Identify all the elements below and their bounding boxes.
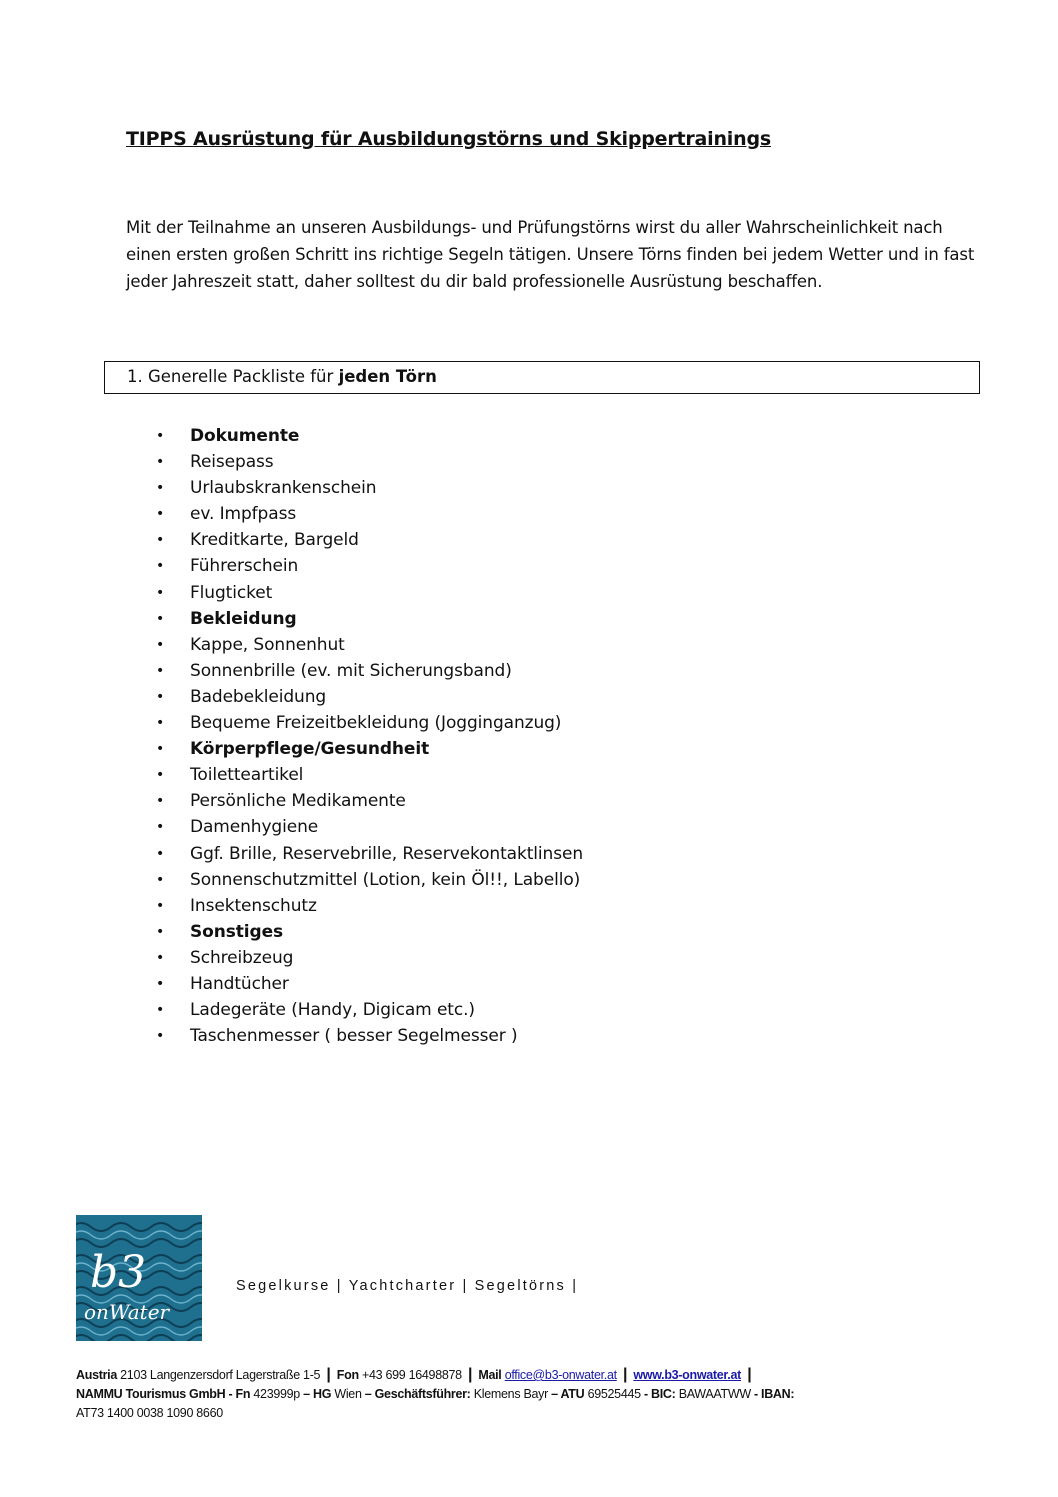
list-category	[156, 736, 583, 762]
footer-web-link[interactable]: www.b3-onwater.at	[633, 1368, 741, 1382]
bullet-icon: •	[156, 688, 165, 705]
list-item-text: Persönliche Medikamente	[190, 791, 406, 812]
footer-mail-label: Mail	[478, 1368, 502, 1382]
intro-paragraph	[126, 214, 976, 295]
footer-hg-value: Wien	[334, 1387, 362, 1401]
list-item-text: Ggf. Brille, Reservebrille, Reservekontaktlinsen	[190, 843, 584, 864]
list-item	[156, 684, 583, 710]
list-item-text: Reisepass	[190, 452, 274, 473]
bullet-icon: •	[156, 454, 165, 471]
list-item-text: Schreibzeug	[190, 947, 294, 968]
bullet-icon: •	[156, 558, 165, 575]
list-item	[156, 1023, 583, 1049]
list-item	[156, 580, 583, 606]
footer-atu-value: 69525445	[587, 1387, 641, 1401]
logo-brand-bottom: onWater	[84, 1300, 170, 1324]
bullet-icon: •	[156, 871, 165, 888]
list-item-text: Flugticket	[190, 582, 273, 603]
footer-country: Austria	[76, 1368, 117, 1382]
bullet-icon: •	[156, 923, 165, 940]
intro-line: jeder Jahreszeit statt, daher solltest du dir bald professionelle Ausrüstung beschaffen.	[126, 272, 823, 291]
footer-fon-value: +43 699 16498878	[361, 1368, 462, 1382]
list-item	[156, 762, 583, 788]
footer-fon-label: Fon	[336, 1368, 359, 1382]
list-item	[156, 475, 583, 501]
footer-gf-value: Klemens Bayr	[473, 1387, 548, 1401]
list-item	[156, 632, 583, 658]
footer-separator: |	[622, 1366, 628, 1383]
section-title-bold: jeden Törn	[338, 367, 437, 386]
bullet-icon: •	[156, 975, 165, 992]
footer-iban-label: - IBAN:	[754, 1387, 795, 1401]
footer	[76, 1365, 976, 1423]
intro-line: Mit der Teilnahme an unseren Ausbildungs- und Prüfungstörns wirst du aller Wahrscheinlichkeit nach	[126, 218, 943, 237]
list-item-text: Bekleidung	[190, 608, 297, 629]
list-item-text: Sonnenbrille (ev. mit Sicherungsband)	[190, 660, 512, 681]
list-category	[156, 606, 583, 632]
bullet-icon: •	[156, 662, 165, 679]
intro-line: einen ersten großen Schritt ins richtige Segeln tätigen. Unsere Törns finden bei jedem Wetter und in fast	[126, 245, 975, 264]
bullet-icon: •	[156, 506, 165, 523]
page-title: TIPPS Ausrüstung für Ausbildungstörns und Skippertrainings	[126, 128, 771, 150]
section-title-prefix: 1. Generelle Packliste für	[127, 367, 334, 386]
bullet-icon: •	[156, 897, 165, 914]
list-item-text: Damenhygiene	[190, 817, 319, 838]
b3-onwater-logo	[76, 1215, 202, 1341]
bullet-icon: •	[156, 845, 165, 862]
footer-mail-link[interactable]: office@b3-onwater.at	[504, 1368, 617, 1382]
list-item-text: Sonstiges	[190, 921, 284, 942]
list-item	[156, 449, 583, 475]
bullet-icon: •	[156, 480, 165, 497]
footer-separator: |	[747, 1366, 752, 1383]
footer-fn-value: 423999p	[253, 1387, 300, 1401]
list-item	[156, 997, 583, 1023]
list-item	[156, 841, 583, 867]
list-item-text: Kappe, Sonnenhut	[190, 634, 345, 655]
list-item	[156, 788, 583, 814]
bullet-icon: •	[156, 428, 165, 444]
footer-line-2	[76, 1385, 976, 1404]
bullet-icon: •	[156, 1002, 165, 1019]
list-item	[156, 814, 583, 840]
bullet-icon: •	[156, 532, 165, 549]
footer-hg-label: – HG	[303, 1387, 332, 1401]
bullet-icon: •	[156, 819, 165, 836]
bullet-icon: •	[156, 793, 165, 810]
packing-list	[156, 423, 583, 1049]
footer-separator: |	[468, 1366, 473, 1383]
list-item	[156, 553, 583, 579]
footer-address: 2103 Langenzersdorf Lagerstraße 1-5	[120, 1368, 321, 1382]
wave-pattern-icon	[76, 1215, 202, 1341]
list-item-text: Toiletteartikel	[190, 765, 304, 786]
bullet-icon: •	[156, 610, 165, 627]
footer-line-3	[76, 1404, 976, 1423]
bullet-icon: •	[156, 949, 165, 966]
bullet-icon: •	[156, 1028, 165, 1045]
list-item-text: Sonnenschutzmittel (Lotion, kein Öl!!, Labello)	[190, 869, 581, 890]
list-item-text: Handtücher	[190, 973, 289, 994]
list-item-text: Insektenschutz	[190, 895, 317, 916]
footer-bic-label: - BIC:	[643, 1387, 676, 1401]
list-item	[156, 867, 583, 893]
list-item	[156, 945, 583, 971]
list-item-text: Kreditkarte, Bargeld	[190, 530, 359, 551]
list-item-text: Dokumente	[190, 426, 300, 446]
list-item-text: Badebekleidung	[190, 686, 327, 707]
list-item-text: Ladegeräte (Handy, Digicam etc.)	[190, 1000, 475, 1021]
list-item-text: Körperpflege/Gesundheit	[190, 739, 430, 760]
list-item	[156, 658, 583, 684]
list-item	[156, 501, 583, 527]
footer-gf-label: – Geschäftsführer:	[364, 1387, 471, 1401]
list-item-text: Taschenmesser ( besser Segelmesser )	[190, 1026, 518, 1047]
list-category	[156, 423, 583, 449]
footer-atu-label: – ATU	[551, 1387, 585, 1401]
bullet-icon: •	[156, 715, 165, 732]
footer-iban-value: AT73 1400 0038 1090 8660	[76, 1406, 223, 1420]
footer-separator: |	[326, 1366, 331, 1383]
footer-line-1	[76, 1365, 976, 1385]
list-item	[156, 971, 583, 997]
footer-company: NAMMU Tourismus GmbH - Fn	[76, 1387, 251, 1401]
list-category	[156, 919, 583, 945]
section-title	[127, 367, 437, 386]
bullet-icon: •	[156, 767, 165, 784]
list-item-text: Führerschein	[190, 556, 299, 577]
section-header-box	[104, 361, 980, 394]
list-item-text: ev. Impfpass	[190, 504, 297, 525]
bullet-icon: •	[156, 636, 165, 653]
list-item-text: Urlaubskrankenschein	[190, 478, 377, 499]
list-item-text: Bequeme Freizeitbekleidung (Jogginganzug)	[190, 713, 562, 734]
footer-bic-value: BAWAATWW	[678, 1387, 751, 1401]
bullet-icon: •	[156, 741, 165, 758]
list-item	[156, 893, 583, 919]
tagline: Segelkurse | Yachtcharter | Segeltörns |	[236, 1278, 579, 1294]
logo-brand-top: b3	[90, 1247, 147, 1298]
list-item	[156, 527, 583, 553]
list-item	[156, 710, 583, 736]
bullet-icon: •	[156, 584, 165, 601]
